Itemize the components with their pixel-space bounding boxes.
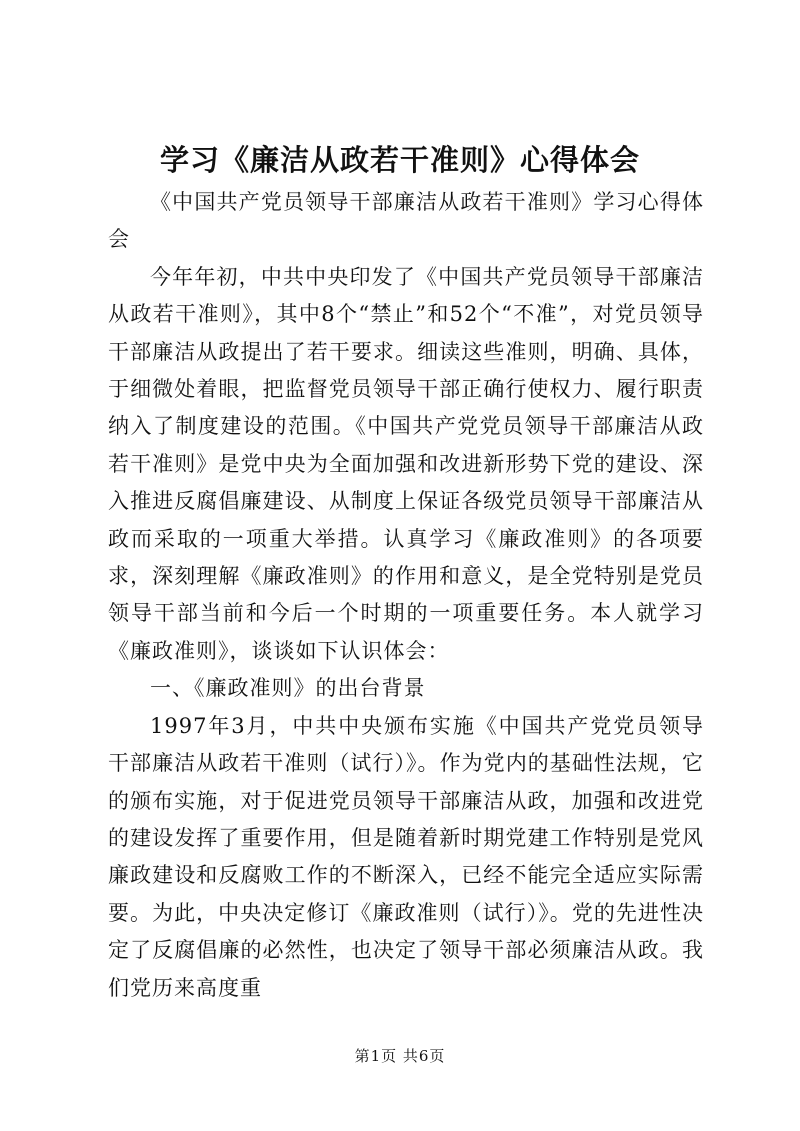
document-body: [108, 184, 704, 1007]
page-footer: 第1页 共6页: [354, 1047, 446, 1065]
paragraph-subtitle: 《中国共产党员领导干部廉洁从政若干准则》学习心得体会: [108, 190, 704, 252]
paragraph-intro: 今年年初，中共中央印发了《中国共产党员领导干部廉洁从政若干准则》，其中8个“禁止”和52个“不准”，对党员领导干部廉洁从政提出了若干要求。细读这些准则，明确、具体，于细微处着眼，把监督党员领导干部正确行使权力、履行职责纳入了制度建设的范围。《中国共产党党员领导干部廉洁从政若干准则》是党中央为全面加强和改进新形势下党的建设、深入推进反腐倡廉建设、从制度上保证各级党员领导干部廉洁从政而采取的一项重大举措。认真学习《廉政准则》的各项要求，深刻理解《廉政准则》的作用和意义，是全党特别是党员领导干部当前和今后一个时期的一项重要任务。本人就学习《廉政准则》，谈谈如下认识体会：: [108, 264, 704, 663]
page-title: 学习《廉洁从政若干准则》心得体会: [159, 143, 640, 177]
section-heading: 一、《廉政准则》的出台背景: [150, 676, 426, 701]
paragraph-background: 1997年3月，中共中央颁布实施《中国共产党党员领导干部廉洁从政若干准则（试行）》。作为党内的基础性法规，它的颁布实施，对于促进党员领导干部廉洁从政，加强和改进党的建设发挥了重要作用，但是随着新时期党建工作特别是党风廉政建设和反腐败工作的不断深入，已经不能完全适应实际需要。为此，中央决定修订《廉政准则（试行）》。党的先进性决定了反腐倡廉的必然性，也决定了领导干部必须廉洁从政。我们党历来高度重: [108, 713, 704, 1000]
